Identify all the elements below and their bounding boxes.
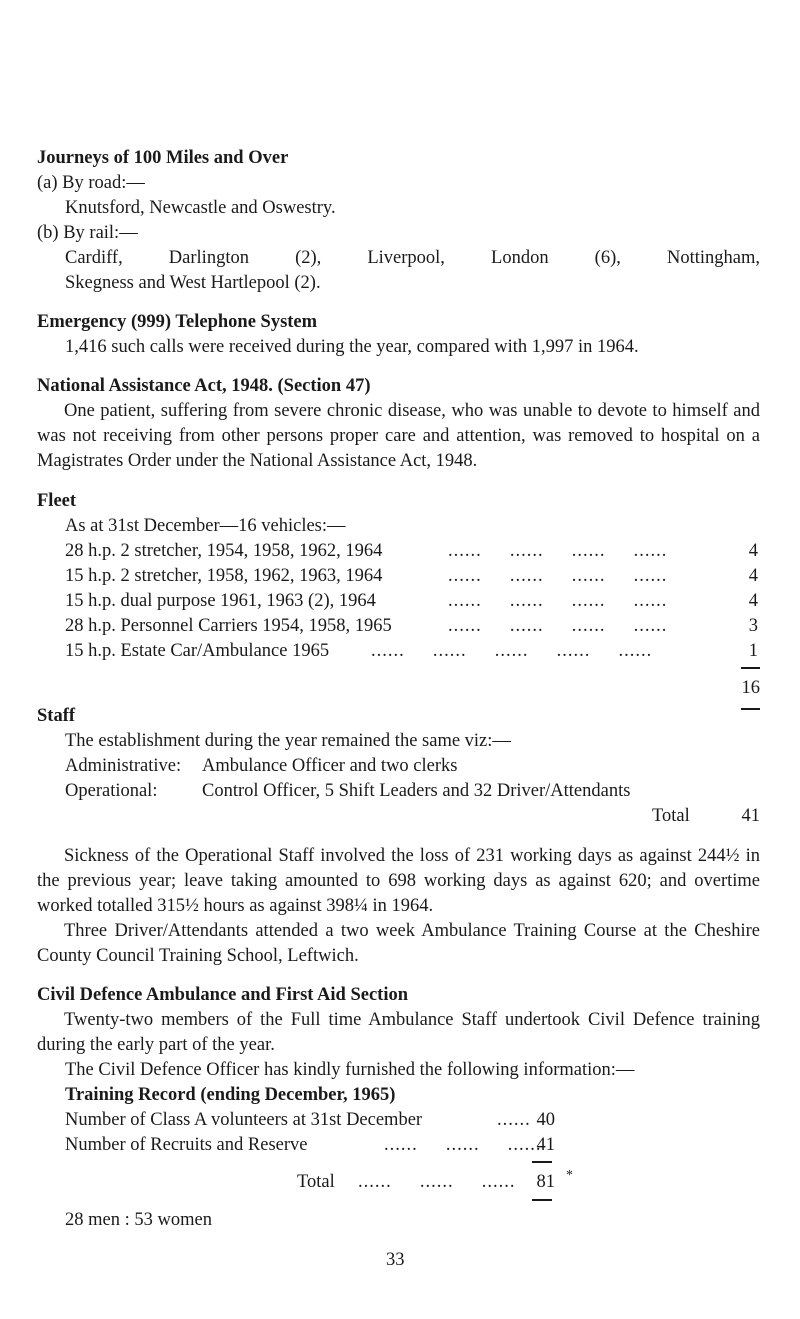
training-row-desc: Number of Class A volunteers at 31st December <box>65 1110 423 1130</box>
staff-heading: Staff <box>37 706 76 726</box>
leader-dots: ...... ...... ...... ...... ...... <box>371 641 653 661</box>
training-row-count: 41 <box>536 1135 555 1155</box>
rule-above-total <box>741 667 760 669</box>
page-number: 33 <box>386 1250 405 1270</box>
staff-admin-label: Administrative: <box>65 756 182 776</box>
fleet-row-count: 4 <box>748 591 758 611</box>
fleet-row-desc: 15 h.p. dual purpose 1961, 1963 (2), 1964 <box>65 591 376 611</box>
fleet-row-count: 1 <box>748 641 758 661</box>
fleet-row-count: 3 <box>748 616 758 636</box>
national-assistance-paragraph: One patient, suffering from severe chronic disease, who was unable to devote to himself and was not receiving from other persons proper care and attention, was removed to hospital on a Magistrates Order under the National Assistance Act, 1948. <box>37 401 760 471</box>
journeys-heading: Journeys of 100 Miles and Over <box>37 148 289 168</box>
training-row-count: 40 <box>536 1110 555 1130</box>
training-total-value: 81 <box>536 1172 555 1192</box>
fleet-total: 16 <box>741 678 760 698</box>
staff-total-label: Total <box>652 806 690 826</box>
stray-mark: * <box>566 1168 573 1183</box>
civil-defence-paragraph: Twenty-two members of the Full time Ambulance Staff undertook Civil Defence training during the early part of the year. <box>37 1010 760 1055</box>
rule-above-total <box>532 1161 552 1163</box>
fleet-row-count: 4 <box>748 541 758 561</box>
leader-dots: ...... ...... ...... ...... <box>448 616 668 636</box>
fleet-row-desc: 28 h.p. Personnel Carriers 1954, 1958, 1965 <box>65 616 392 636</box>
leader-dots: ...... ...... ...... <box>384 1135 542 1155</box>
journeys-rail-label: (b) By rail:— <box>37 223 138 243</box>
leader-dots: ...... ...... ...... ...... <box>448 541 668 561</box>
fleet-row-desc: 15 h.p. Estate Car/Ambulance 1965 <box>65 641 330 661</box>
journeys-rail-line2: Skegness and West Hartlepool (2). <box>65 273 321 293</box>
training-total-label: Total <box>297 1172 335 1192</box>
staff-sickness-paragraph: Sickness of the Operational Staff involved the loss of 231 working days as against 244½ in the previous year; leave taking amounted to 698 working days as against 620; and overtime worked totalled 315½ hours as against 398¼ in 1964. <box>37 846 760 916</box>
fleet-row-count: 4 <box>748 566 758 586</box>
journeys-rail-line1: Cardiff, Darlington (2), Liverpool, London (6), Nottingham, <box>65 248 760 268</box>
leader-dots: ...... ...... ...... ...... <box>448 566 668 586</box>
training-record-heading: Training Record (ending December, 1965) <box>65 1085 396 1105</box>
staff-oper-label: Operational: <box>65 781 158 801</box>
leader-dots: ...... ...... ...... ...... <box>448 591 668 611</box>
fleet-row-desc: 15 h.p. 2 stretcher, 1958, 1962, 1963, 1964 <box>65 566 383 586</box>
leader-dots: ...... <box>497 1110 531 1130</box>
leader-dots: ...... ...... ...... <box>358 1172 516 1192</box>
emergency-heading: Emergency (999) Telephone System <box>37 312 318 332</box>
national-assistance-heading: National Assistance Act, 1948. (Section 47) <box>37 376 371 396</box>
journeys-road-text: Knutsford, Newcastle and Oswestry. <box>65 198 336 218</box>
gender-breakdown: 28 men : 53 women <box>65 1210 212 1230</box>
fleet-row-desc: 28 h.p. 2 stretcher, 1954, 1958, 1962, 1964 <box>65 541 383 561</box>
civil-defence-info-line: The Civil Defence Officer has kindly furnished the following information:— <box>65 1060 635 1080</box>
rule-below-total <box>741 708 760 710</box>
staff-oper-text: Control Officer, 5 Shift Leaders and 32 Driver/Attendants <box>202 781 631 801</box>
training-row-desc: Number of Recruits and Reserve <box>65 1135 308 1155</box>
civil-defence-heading: Civil Defence Ambulance and First Aid Section <box>37 985 409 1005</box>
staff-course-paragraph: Three Driver/Attendants attended a two week Ambulance Training Course at the Cheshire County Council Training School, Leftwich. <box>37 921 760 966</box>
emergency-text: 1,416 such calls were received during the year, compared with 1,997 in 1964. <box>65 337 639 357</box>
staff-intro: The establishment during the year remained the same viz:— <box>65 731 511 751</box>
rule-below-total <box>532 1199 552 1201</box>
staff-admin-text: Ambulance Officer and two clerks <box>202 756 458 776</box>
journeys-road-label: (a) By road:— <box>37 173 145 193</box>
fleet-heading: Fleet <box>37 491 77 511</box>
fleet-intro: As at 31st December—16 vehicles:— <box>65 516 346 536</box>
staff-total-value: 41 <box>741 806 760 826</box>
